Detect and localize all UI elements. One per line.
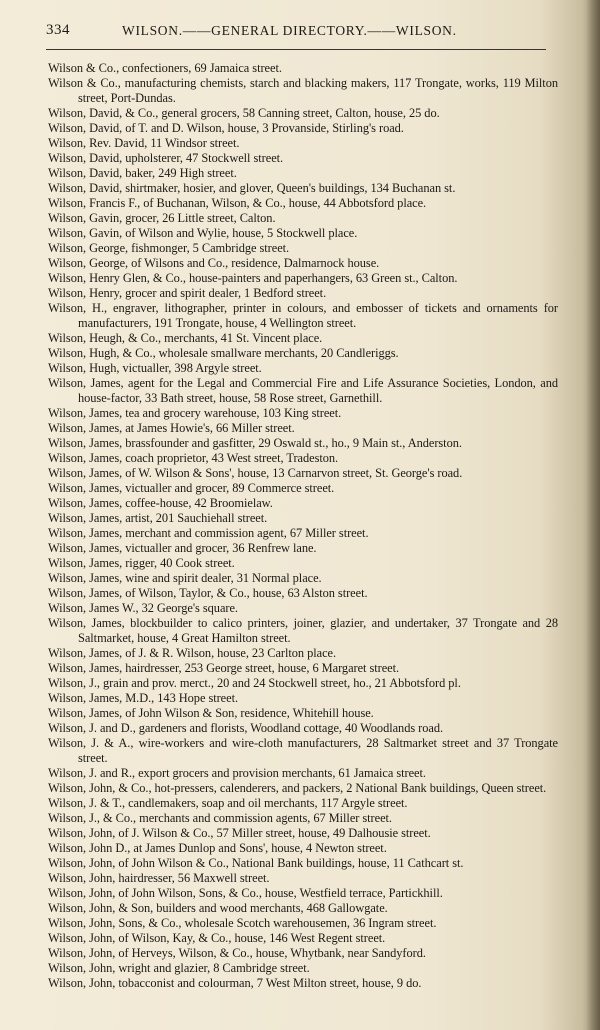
directory-entry: Wilson, James, merchant and commission agent, 67 Miller street. [48, 526, 369, 540]
directory-entry: Wilson, J. & T., candlemakers, soap and oil merchants, 117 Argyle street. [48, 796, 408, 810]
directory-entry: Wilson, J. and R., export grocers and provision merchants, 61 Jamaica street. [48, 766, 426, 780]
directory-entry: Wilson, John, of Wilson, Kay, & Co., house, 146 West Regent street. [48, 931, 386, 945]
directory-entry: Wilson, James, blockbuilder to calico printers, joiner, glazier, and undertaker, 37 Trongate and 28 Saltmarket, house, 4 Great Hamilton street. [48, 616, 558, 645]
directory-entry: Wilson, James, tea and grocery warehouse, 103 King street. [48, 406, 342, 420]
directory-entry: Wilson & Co., confectioners, 69 Jamaica street. [48, 61, 282, 75]
directory-entry: Wilson & Co., manufacturing chemists, starch and blacking makers, 117 Trongate, works, 119 Milton street, Port-Dundas. [48, 76, 558, 105]
directory-entry: Wilson, James, artist, 201 Sauchiehall street. [48, 511, 268, 525]
running-head: WILSON.——GENERAL DIRECTORY.——WILSON. [122, 23, 457, 38]
directory-entry: Wilson, George, of Wilsons and Co., residence, Dalmarnock house. [48, 256, 380, 270]
directory-entry: Wilson, Gavin, of Wilson and Wylie, house, 5 Stockwell place. [48, 226, 358, 240]
directory-entry: Wilson, James, M.D., 143 Hope street. [48, 691, 239, 705]
directory-entry: Wilson, J., & Co., merchants and commission agents, 67 Miller street. [48, 811, 392, 825]
directory-entry: Wilson, John, of J. Wilson & Co., 57 Miller street, house, 49 Dalhousie street. [48, 826, 431, 840]
directory-entry: Wilson, James, of Wilson, Taylor, & Co., house, 63 Alston street. [48, 586, 368, 600]
directory-entry: Wilson, Gavin, grocer, 26 Little street, Calton. [48, 211, 276, 225]
directory-entry: Wilson, James, of John Wilson & Son, residence, Whitehill house. [48, 706, 374, 720]
directory-entry: Wilson, Francis F., of Buchanan, Wilson, & Co., house, 44 Abbotsford place. [48, 196, 427, 210]
page-spine-shadow [586, 0, 600, 1030]
directory-entry: Wilson, Henry Glen, & Co., house-painters and paperhangers, 63 Green st., Calton. [48, 271, 458, 285]
directory-entry: Wilson, Hugh, victualler, 398 Argyle street. [48, 361, 262, 375]
directory-entry: Wilson, David, shirtmaker, hosier, and glover, Queen's buildings, 134 Buchanan st. [48, 181, 456, 195]
directory-entry: Wilson, James, brassfounder and gasfitter, 29 Oswald st., ho., 9 Main st., Anderston. [48, 436, 462, 450]
directory-entry: Wilson, J. and D., gardeners and florists, Woodland cottage, 40 Woodlands road. [48, 721, 444, 735]
directory-entry: Wilson, John, & Son, builders and wood merchants, 468 Gallowgate. [48, 901, 388, 915]
directory-entry: Wilson, Heugh, & Co., merchants, 41 St. Vincent place. [48, 331, 323, 345]
directory-entry: Wilson, John, tobacconist and colourman, 7 West Milton street, house, 9 do. [48, 976, 422, 990]
directory-entry: Wilson, James, at James Howie's, 66 Miller street. [48, 421, 295, 435]
directory-entry: Wilson, J., grain and prov. merct., 20 and 24 Stockwell street, ho., 21 Abbotsford pl. [48, 676, 461, 690]
directory-entry: Wilson, James, victualler and grocer, 89 Commerce street. [48, 481, 335, 495]
directory-entry: Wilson, John, Sons, & Co., wholesale Scotch warehousemen, 36 Ingram street. [48, 916, 437, 930]
directory-entry: Wilson, James, coach proprietor, 43 West street, Tradeston. [48, 451, 339, 465]
directory-entry: Wilson, James, coffee-house, 42 Broomielaw. [48, 496, 273, 510]
directory-entry: Wilson, John, of John Wilson & Co., National Bank buildings, house, 11 Cathcart st. [48, 856, 464, 870]
directory-entry: Wilson, Henry, grocer and spirit dealer, 1 Bedford street. [48, 286, 327, 300]
directory-entry: Wilson, David, upholsterer, 47 Stockwell street. [48, 151, 284, 165]
directory-entry: Wilson, James W., 32 George's square. [48, 601, 238, 615]
directory-entry: Wilson, John D., at James Dunlop and Sons', house, 4 Newton street. [48, 841, 387, 855]
directory-entry: Wilson, David, baker, 249 High street. [48, 166, 237, 180]
directory-entry: Wilson, John, of Herveys, Wilson, & Co., house, Whytbank, near Sandyford. [48, 946, 426, 960]
directory-entry: Wilson, John, hairdresser, 56 Maxwell street. [48, 871, 270, 885]
page-header [46, 18, 556, 46]
directory-entry: Wilson, J. & A., wire-workers and wire-cloth manufacturers, 28 Saltmarket street and 37 Trongate street. [48, 736, 558, 765]
directory-entry: Wilson, James, victualler and grocer, 36 Renfrew lane. [48, 541, 317, 555]
directory-entry: Wilson, Hugh, & Co., wholesale smallware merchants, 20 Candleriggs. [48, 346, 399, 360]
directory-entry: Wilson, James, agent for the Legal and Commercial Fire and Life Assurance Societies, London, and house-factor, 33 Bath street, house, 58 Rose street, Garnethill. [48, 376, 558, 405]
directory-entry: Wilson, James, of W. Wilson & Sons', house, 13 Carnarvon street, St. George's road. [48, 466, 463, 480]
directory-entry: Wilson, David, & Co., general grocers, 58 Canning street, Calton, house, 25 do. [48, 106, 440, 120]
directory-entry: Wilson, Rev. David, 11 Windsor street. [48, 136, 240, 150]
directory-entries [48, 61, 558, 991]
directory-entry: Wilson, John, of John Wilson, Sons, & Co., house, Westfield terrace, Partickhill. [48, 886, 443, 900]
directory-entry: Wilson, James, of J. & R. Wilson, house, 23 Carlton place. [48, 646, 337, 660]
header-rule [46, 49, 546, 50]
directory-entry: Wilson, James, rigger, 40 Cook street. [48, 556, 235, 570]
directory-entry: Wilson, John, & Co., hot-pressers, calenderers, and packers, 2 National Bank buildings, Queen street. [48, 781, 547, 795]
directory-entry: Wilson, James, wine and spirit dealer, 31 Normal place. [48, 571, 322, 585]
page-number: 334 [46, 22, 70, 38]
directory-entry: Wilson, George, fishmonger, 5 Cambridge street. [48, 241, 290, 255]
directory-entry: Wilson, James, hairdresser, 253 George street, house, 6 Margaret street. [48, 661, 400, 675]
directory-entry: Wilson, David, of T. and D. Wilson, house, 3 Provanside, Stirling's road. [48, 121, 404, 135]
directory-entry: Wilson, John, wright and glazier, 8 Cambridge street. [48, 961, 310, 975]
directory-entry: Wilson, H., engraver, lithographer, printer in colours, and embosser of tickets and ornaments for manufacturers, 191 Trongate, house, 4 Wellington street. [48, 301, 558, 330]
